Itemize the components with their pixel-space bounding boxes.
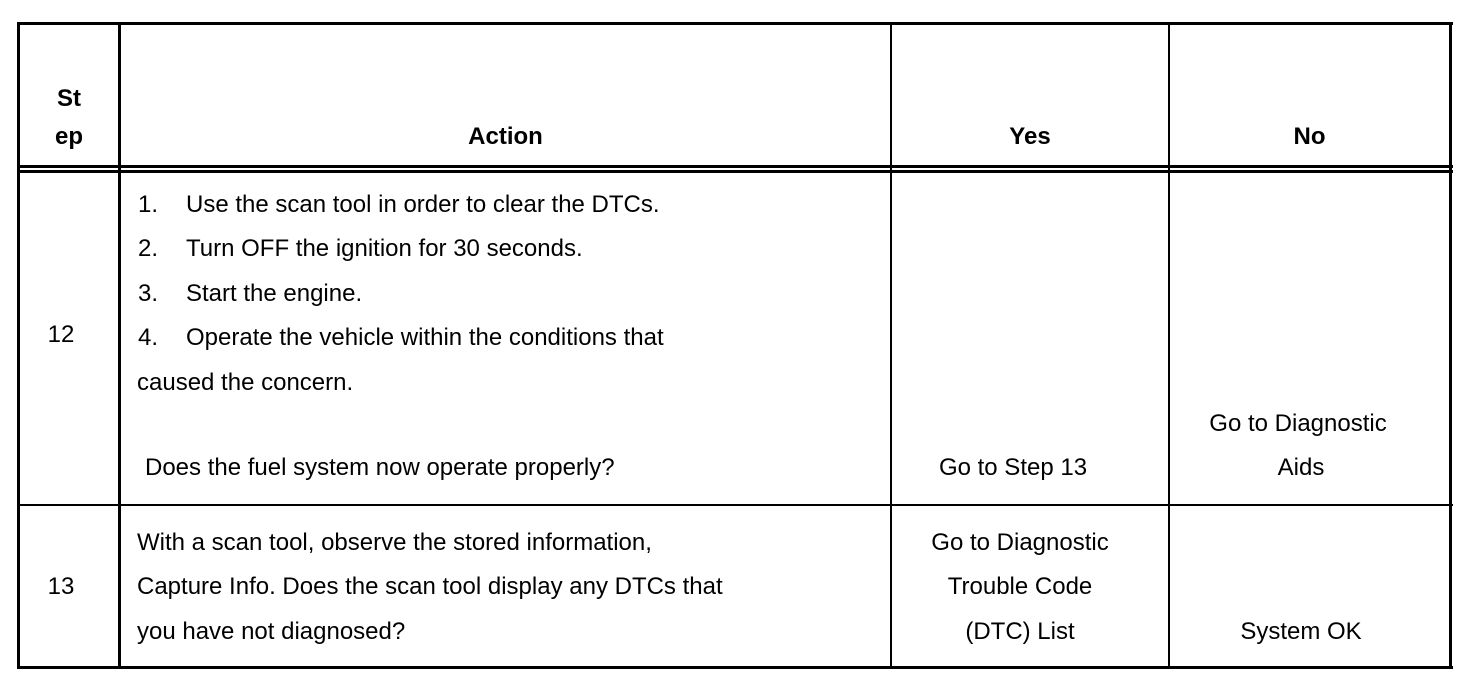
col-divider-step xyxy=(118,22,121,669)
row-divider xyxy=(17,504,1453,506)
row-13-action-line2: Capture Info. Does the scan tool display any DTCs that xyxy=(137,573,723,600)
row-13-step: 13 xyxy=(47,573,75,600)
header-action: Action xyxy=(468,123,543,150)
header-yes: Yes xyxy=(1009,123,1051,150)
list-text: Use the scan tool in order to clear the DTCs. xyxy=(186,191,660,218)
row-12-yes: Go to Step 13 xyxy=(938,454,1088,481)
row-13-action-line1: With a scan tool, observe the stored information, xyxy=(137,529,652,556)
row-13-yes-line1: Go to Diagnostic xyxy=(931,529,1109,556)
header-divider xyxy=(17,165,1453,168)
table-bottom-border xyxy=(17,666,1453,669)
row-13-yes-line2: Trouble Code xyxy=(947,573,1093,600)
list-number: 2. xyxy=(138,235,159,262)
row-12-action-continuation: caused the concern. xyxy=(137,369,354,396)
list-number: 3. xyxy=(138,280,159,307)
header-no: No xyxy=(1293,123,1326,150)
row-12-no-line1: Go to Diagnostic xyxy=(1209,410,1387,437)
table-top-border xyxy=(17,22,1453,25)
row-12-step: 12 xyxy=(47,321,75,348)
row-13-yes-line3: (DTC) List xyxy=(965,618,1075,645)
row-12-no-line2: Aids xyxy=(1277,454,1325,481)
header-step-line1: St xyxy=(57,85,81,112)
row-12-action-item-4 xyxy=(138,323,664,353)
list-text: Turn OFF the ignition for 30 seconds. xyxy=(186,235,583,262)
col-divider-yes xyxy=(1168,22,1170,669)
row-12-action-question: Does the fuel system now operate properly? xyxy=(145,454,615,481)
list-text: Operate the vehicle within the conditions that xyxy=(186,324,664,351)
header-step-line2: ep xyxy=(54,123,83,150)
table-right-border xyxy=(1449,22,1452,669)
list-number: 4. xyxy=(138,324,159,351)
list-number: 1. xyxy=(138,191,159,218)
list-text: Start the engine. xyxy=(186,280,363,307)
row-12-action-item-1 xyxy=(138,190,660,220)
row-13-no: System OK xyxy=(1240,618,1362,645)
row-12-action-item-3 xyxy=(138,279,362,309)
row-13-action-line3: you have not diagnosed? xyxy=(137,618,406,645)
header-divider-2 xyxy=(17,170,1453,173)
row-12-action-item-2 xyxy=(138,234,583,264)
